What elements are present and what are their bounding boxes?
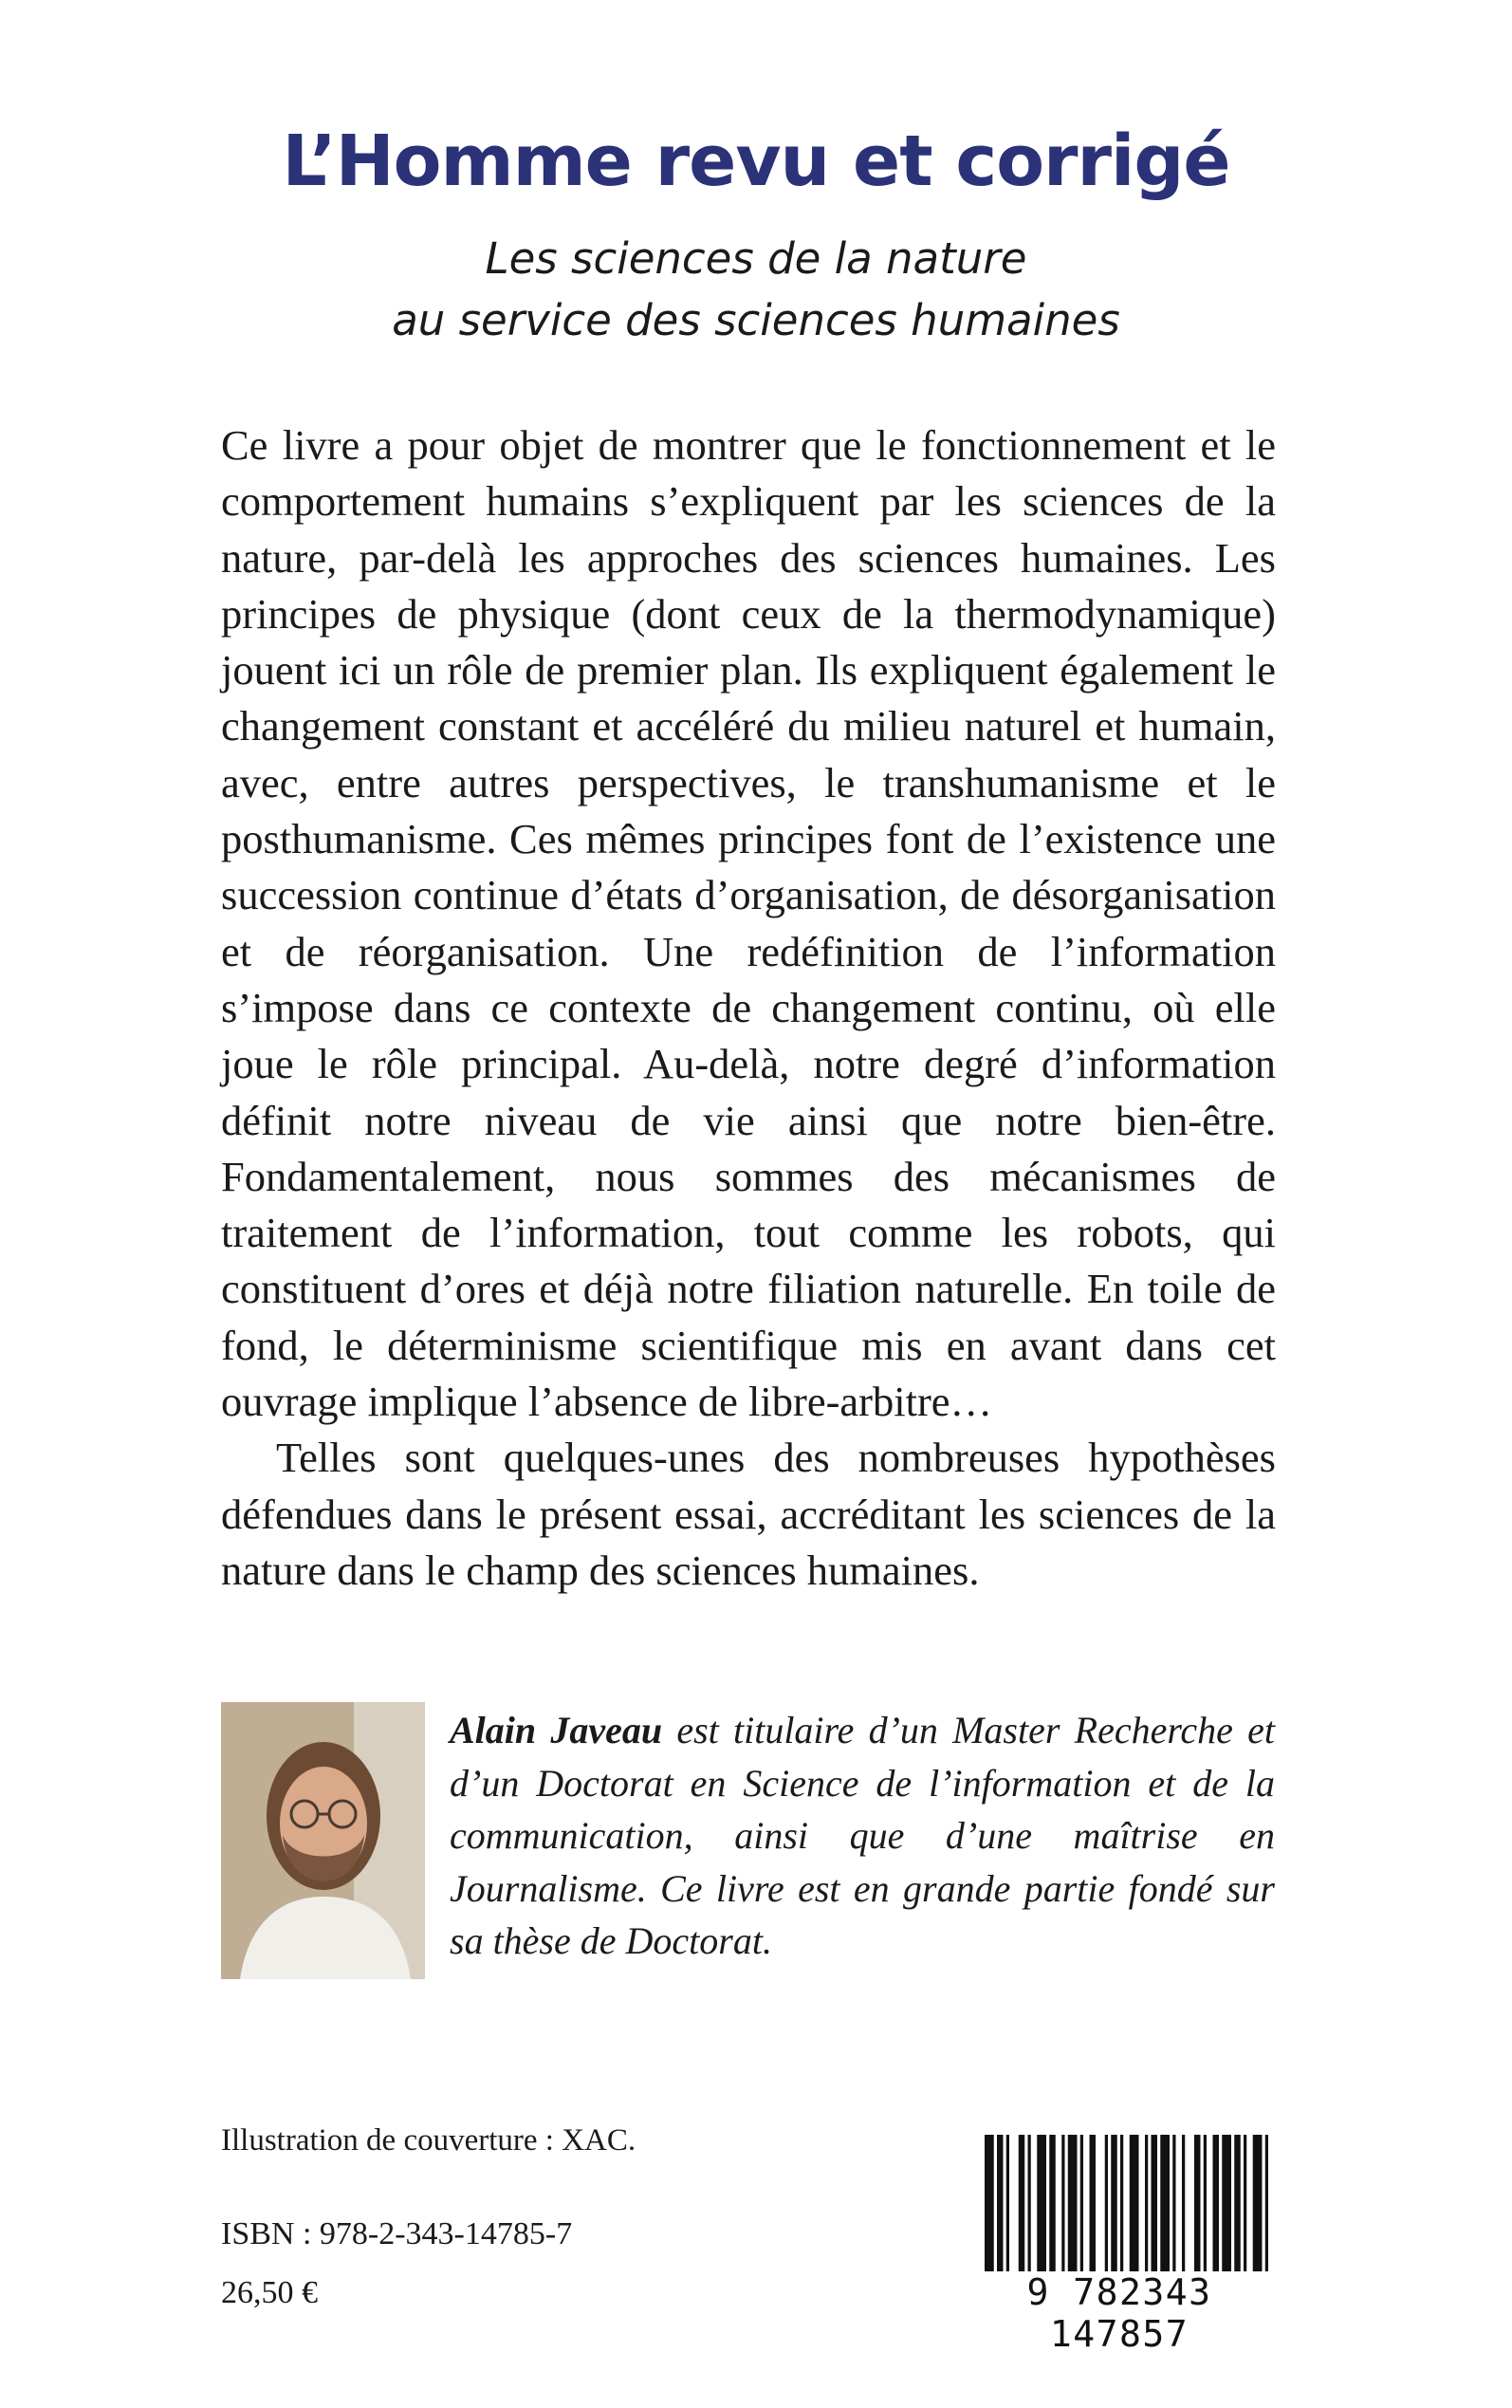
barcode-bar — [1006, 2135, 1009, 2277]
isbn: ISBN : 978-2-343-14785-7 — [221, 2216, 573, 2251]
barcode-bar — [1222, 2135, 1231, 2277]
subtitle-line-1: Les sciences de la nature — [485, 233, 1027, 284]
barcode-bar — [1111, 2135, 1117, 2277]
barcode-bar — [1172, 2135, 1175, 2277]
barcode-bar — [1244, 2135, 1246, 2277]
book-title: L’Homme revu et corrigé — [282, 120, 1230, 202]
barcode-bar — [1105, 2135, 1108, 2277]
barcode-bar — [1130, 2135, 1139, 2277]
barcode-bar — [1061, 2135, 1064, 2277]
illustration-credit: Illustration de couverture : XAC. — [221, 2123, 636, 2158]
barcode-bar — [1028, 2135, 1031, 2277]
barcode-digits: 9 782343 147857 — [958, 2271, 1281, 2355]
summary-paragraph-1: Ce livre a pour objet de montrer que le fonctionnement et le comportement humains s’expliquent par les sciences de la nature, par-delà les approches des sciences humaines. Les principes de physique (dont ceux de la thermodynamique) jouent ici un rôle de premier plan. Ils expliquent également le changement constant et accéléré du milieu naturel et humain, avec, entre autres perspectives, le transhumanisme et le posthumanisme. Ces mêmes principes font de l’existence une succession continue d’états d’organisation, de désorganisation et de réorganisation. Une redéfinition de l’information s’impose dans ce contexte de changement continu, où elle joue le rôle principal. Au-delà, notre degré d’information définit notre niveau de vie ainsi que notre bien-être. Fondamentalement, nous sommes des mécanismes de traitement de l’information, tout comme les robots, qui constituent d’ores et déjà notre filiation naturelle. En toile de fond, le déterminisme scientifique mis en avant dans cet ouvrage implique l’absence de libre-arbitre… — [221, 421, 1276, 1426]
barcode-bar — [1265, 2135, 1268, 2277]
author-name: Alain Javeau — [450, 1709, 663, 1751]
barcode-bar — [1194, 2135, 1201, 2277]
price: 26,50 € — [221, 2275, 318, 2310]
barcode-bar — [1152, 2135, 1158, 2277]
barcode-bar — [1120, 2135, 1123, 2277]
author-photo — [221, 1702, 425, 1979]
barcode-bar — [1253, 2135, 1263, 2277]
barcode-bar — [1213, 2135, 1220, 2277]
subtitle-line-2: au service des sciences humaines — [392, 295, 1120, 345]
barcode-bar — [1019, 2135, 1025, 2277]
barcode-bar — [1080, 2135, 1083, 2277]
author-bio-text: est titulaire d’un Master Recherche et d’un Doctorat en Science de l’information et de la communication, ainsi que d’une maîtrise en Journalisme. Ce livre est en grande partie fondé sur sa thèse de Doctorat. — [450, 1709, 1275, 1962]
back-cover-summary — [221, 417, 1276, 1599]
barcode-bar — [1090, 2135, 1097, 2277]
barcode-bar — [1068, 2135, 1078, 2277]
barcode-bar — [1182, 2135, 1185, 2277]
summary-paragraph-2: Telles sont quelques-unes des nombreuses hypothèses défendues dans le présent essai, accréditant les sciences de la nature dans le champ des sciences humaines. — [221, 1434, 1276, 1594]
barcode-bar — [1234, 2135, 1241, 2277]
barcode-bar — [1160, 2135, 1170, 2277]
author-bio — [450, 1704, 1275, 1968]
barcode-bar — [985, 2135, 994, 2277]
barcode-bar — [1204, 2135, 1207, 2277]
barcode-bar — [1145, 2135, 1148, 2277]
barcode-bar — [1049, 2135, 1056, 2277]
barcode-bar — [997, 2135, 1004, 2277]
barcode-bar — [1037, 2135, 1046, 2277]
